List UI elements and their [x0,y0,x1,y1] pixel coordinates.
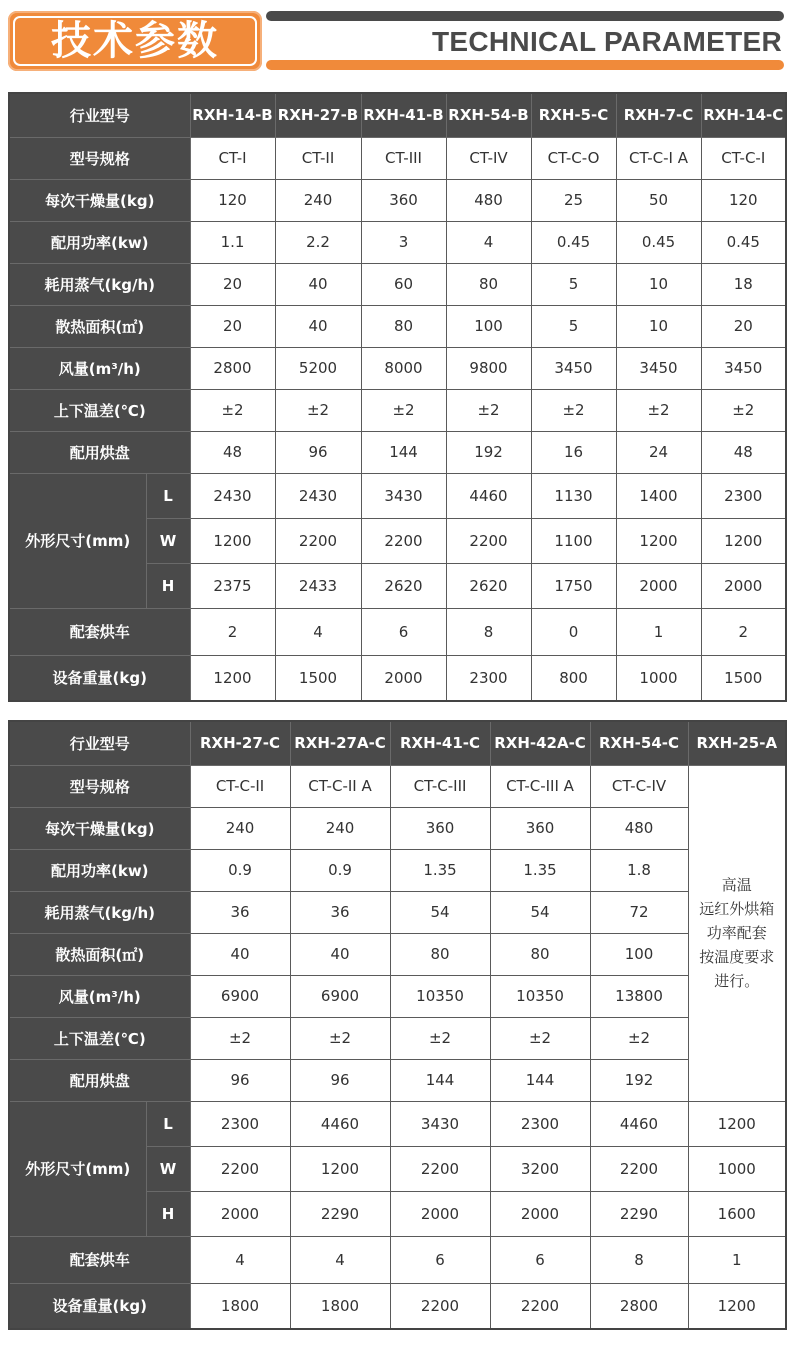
table-row-size-l [9,473,786,518]
table-cell: 6900 [190,975,290,1017]
table-cell: 2375 [190,563,275,608]
table-cell: 360 [361,179,446,221]
table-cell: 1.35 [390,849,490,891]
table-cell: 1500 [275,655,361,701]
table-cell: ±2 [590,1017,688,1059]
table-cell: 240 [290,807,390,849]
table-cell: 10 [616,305,701,347]
model-cell: RXH-41-C [390,721,490,765]
table-cell: 2800 [190,347,275,389]
model-cell: RXH-5-C [531,93,616,137]
table-cell: 1 [688,1236,786,1283]
table-cell: 2620 [446,563,531,608]
table-cell: 2200 [390,1146,490,1191]
table-cell: 2430 [190,473,275,518]
table-cell: 2300 [490,1101,590,1146]
table-cell: 1100 [531,518,616,563]
table-cell: 2290 [590,1191,688,1236]
table-cell: 1200 [190,655,275,701]
table-row-model [9,721,786,765]
table-cell: 6 [361,608,446,655]
table-cell: 1200 [190,518,275,563]
table-cell: 2620 [361,563,446,608]
table-cell: 1000 [616,655,701,701]
table-cell: 2800 [590,1283,688,1329]
table-cell: 16 [531,431,616,473]
table-cell: 36 [190,891,290,933]
table-cell: 96 [290,1059,390,1101]
table-cell: 480 [446,179,531,221]
table-cell: 144 [390,1059,490,1101]
model-cell: RXH-7-C [616,93,701,137]
table-cell: CT-C-O [531,137,616,179]
table-cell: 40 [290,933,390,975]
table-cell: ±2 [275,389,361,431]
table-cell: 10350 [490,975,590,1017]
row-label-spec: 型号规格 [9,137,190,179]
table-cell: 24 [616,431,701,473]
row-label-tray: 配用烘盘 [9,431,190,473]
table-cell: 4460 [446,473,531,518]
table-cell: 8 [446,608,531,655]
table-cell: 1600 [688,1191,786,1236]
table-row-size-l [9,1101,786,1146]
table-cell: 2000 [490,1191,590,1236]
table-cell: ±2 [361,389,446,431]
table-cell: 48 [701,431,786,473]
table-cell: CT-C-II [190,765,290,807]
table-cell: 1200 [701,518,786,563]
table-cell: 18 [701,263,786,305]
table-row-tray [9,431,786,473]
table-row-power [9,221,786,263]
table-cell: 1 [616,608,701,655]
sub-label-w: W [146,1146,190,1191]
table-cell: 3 [361,221,446,263]
table-cell: 2200 [390,1283,490,1329]
table-cell: ±2 [490,1017,590,1059]
table-cell: 4 [275,608,361,655]
table-cell: 40 [275,263,361,305]
table-cell: 50 [616,179,701,221]
model-cell: RXH-14-B [190,93,275,137]
table-cell: CT-C-II A [290,765,390,807]
table-cell: 25 [531,179,616,221]
table-cell: 40 [190,933,290,975]
table-row-power [9,849,786,891]
table-cell: 4 [190,1236,290,1283]
table-cell: 2000 [361,655,446,701]
model-cell: RXH-54-B [446,93,531,137]
table-cell: 5200 [275,347,361,389]
table-cell: 100 [590,933,688,975]
table-cell: ±2 [616,389,701,431]
row-label-temp: 上下温差(℃) [9,389,190,431]
spec-table-1 [8,92,787,702]
page-title: 技术参数 [51,18,219,64]
row-label-model: 行业型号 [9,721,190,765]
table-cell: 0.45 [616,221,701,263]
model-cell: RXH-27-B [275,93,361,137]
table-cell: 2000 [616,563,701,608]
table-cell: 2000 [701,563,786,608]
table-cell: CT-C-III [390,765,490,807]
table-cell: ±2 [390,1017,490,1059]
table-cell: 9800 [446,347,531,389]
model-cell: RXH-14-C [701,93,786,137]
note-line: 远红外烘箱 [699,900,775,918]
table-cell: 60 [361,263,446,305]
row-label-area: 散热面积(㎡) [9,933,190,975]
table-cell: 8000 [361,347,446,389]
row-label-temp: 上下温差(℃) [9,1017,190,1059]
table-cell: 480 [590,807,688,849]
table-row-cart [9,1236,786,1283]
table-cell: 5 [531,305,616,347]
table-cell: 96 [190,1059,290,1101]
table-row-weight [9,1283,786,1329]
table-row-steam [9,891,786,933]
table-cell: ±2 [531,389,616,431]
table-cell: 0 [531,608,616,655]
table-cell: ±2 [190,389,275,431]
table-cell: 20 [190,305,275,347]
table-cell: 2200 [590,1146,688,1191]
table-cell: 2.2 [275,221,361,263]
table-cell: 2000 [390,1191,490,1236]
row-label-weight: 设备重量(kg) [9,655,190,701]
table-cell: ±2 [701,389,786,431]
row-label-size: 外形尺寸(mm) [9,473,146,608]
table-cell: 8 [590,1236,688,1283]
table-cell: 1500 [701,655,786,701]
table-cell: 2200 [490,1283,590,1329]
table-cell: CT-I [190,137,275,179]
table-row-temp [9,389,786,431]
table-cell: 80 [390,933,490,975]
table-cell: CT-II [275,137,361,179]
header-bar-orange [266,60,784,70]
table-row-tray [9,1059,786,1101]
table-cell: 6 [390,1236,490,1283]
table-cell: 240 [275,179,361,221]
table-row-air [9,975,786,1017]
table-cell: 2430 [275,473,361,518]
note-line: 按温度要求 [699,948,775,966]
table-cell: 2000 [190,1191,290,1236]
row-label-steam: 耗用蒸气(kg/h) [9,891,190,933]
table-cell: CT-C-I A [616,137,701,179]
table-cell: 2200 [275,518,361,563]
row-label-size: 外形尺寸(mm) [9,1101,146,1236]
table-row-cart [9,608,786,655]
table-cell: 1200 [688,1283,786,1329]
row-label-area: 散热面积(㎡) [9,305,190,347]
table-cell: 10350 [390,975,490,1017]
table-cell: ±2 [446,389,531,431]
table-cell: 3430 [390,1101,490,1146]
table-cell: 1200 [290,1146,390,1191]
spec-table-2 [8,720,787,1330]
table-cell: 100 [446,305,531,347]
table-cell: 800 [531,655,616,701]
table-cell: CT-III [361,137,446,179]
sub-label-l: L [146,1101,190,1146]
row-label-weight: 设备重量(kg) [9,1283,190,1329]
sub-label-l: L [146,473,190,518]
table-cell: 2290 [290,1191,390,1236]
model-cell: RXH-42A-C [490,721,590,765]
table-cell: 3450 [616,347,701,389]
table-cell: 1750 [531,563,616,608]
page-subtitle: TECHNICAL PARAMETER [432,26,782,57]
row-label-tray: 配用烘盘 [9,1059,190,1101]
table-cell: 144 [490,1059,590,1101]
table-cell: 0.45 [531,221,616,263]
table-cell: 1130 [531,473,616,518]
table-cell: 80 [446,263,531,305]
note-cell [688,765,786,1101]
table-cell: 120 [701,179,786,221]
table-cell: 20 [701,305,786,347]
model-cell: RXH-27-C [190,721,290,765]
table-cell: CT-IV [446,137,531,179]
table-cell: 2300 [190,1101,290,1146]
table-cell: 0.45 [701,221,786,263]
table-cell: CT-C-IV [590,765,688,807]
table-cell: 36 [290,891,390,933]
table-cell: 4460 [590,1101,688,1146]
table-cell: 1400 [616,473,701,518]
header-bar-dark [266,11,784,21]
table-cell: 192 [446,431,531,473]
table-cell: 3430 [361,473,446,518]
table-cell: 13800 [590,975,688,1017]
table-cell: 3450 [531,347,616,389]
table-cell: 6900 [290,975,390,1017]
row-label-spec: 型号规格 [9,765,190,807]
table-row-weight [9,655,786,701]
table-row-area [9,933,786,975]
row-label-power: 配用功率(kw) [9,221,190,263]
table-row-spec [9,765,786,807]
table-row-capacity [9,179,786,221]
table-cell: 1.8 [590,849,688,891]
table-cell: 96 [275,431,361,473]
table-cell: 3450 [701,347,786,389]
table-cell: 54 [390,891,490,933]
table-cell: CT-C-III A [490,765,590,807]
sub-label-h: H [146,1191,190,1236]
model-cell: RXH-27A-C [290,721,390,765]
table-cell: 4 [446,221,531,263]
sub-label-w: W [146,518,190,563]
table-cell: 4460 [290,1101,390,1146]
row-label-cart: 配套烘车 [9,1236,190,1283]
table-cell: 72 [590,891,688,933]
model-cell: RXH-41-B [361,93,446,137]
table-cell: 54 [490,891,590,933]
table-cell: 2433 [275,563,361,608]
table-cell: 48 [190,431,275,473]
row-label-model: 行业型号 [9,93,190,137]
note-line: 功率配套 [706,924,767,942]
table-cell: 240 [190,807,290,849]
table-cell: 1200 [616,518,701,563]
table-cell: 192 [590,1059,688,1101]
table-cell: 144 [361,431,446,473]
table-cell: 80 [361,305,446,347]
table-cell: 6 [490,1236,590,1283]
table-cell: 1.35 [490,849,590,891]
title-badge [8,11,262,71]
table-row-steam [9,263,786,305]
row-label-cart: 配套烘车 [9,608,190,655]
table-cell: 1800 [190,1283,290,1329]
table-cell: 10 [616,263,701,305]
row-label-capacity: 每次干燥量(kg) [9,807,190,849]
page-header [0,0,790,80]
table-cell: 2 [190,608,275,655]
table-row-temp [9,1017,786,1059]
table-cell: 1800 [290,1283,390,1329]
row-label-air: 风量(m³/h) [9,347,190,389]
table-cell: 1200 [688,1101,786,1146]
model-cell: RXH-54-C [590,721,688,765]
table-row-air [9,347,786,389]
table-cell: 2200 [190,1146,290,1191]
row-label-capacity: 每次干燥量(kg) [9,179,190,221]
table-cell: 4 [290,1236,390,1283]
table-cell: 360 [490,807,590,849]
table-cell: 120 [190,179,275,221]
table-cell: 1.1 [190,221,275,263]
table-cell: 20 [190,263,275,305]
model-cell: RXH-25-A [688,721,786,765]
table-cell: 0.9 [290,849,390,891]
row-label-steam: 耗用蒸气(kg/h) [9,263,190,305]
table-row-model [9,93,786,137]
table-cell: 0.9 [190,849,290,891]
table-cell: CT-C-I [701,137,786,179]
table-cell: 3200 [490,1146,590,1191]
table-cell: 360 [390,807,490,849]
table-cell: 1000 [688,1146,786,1191]
table-row-spec [9,137,786,179]
table-cell: 2300 [701,473,786,518]
table-cell: ±2 [190,1017,290,1059]
table-cell: 40 [275,305,361,347]
note-line: 高温 [721,876,752,894]
table-cell: 2300 [446,655,531,701]
table-cell: 2200 [446,518,531,563]
note-line: 进行。 [714,972,760,990]
table-cell: 5 [531,263,616,305]
row-label-air: 风量(m³/h) [9,975,190,1017]
table-cell: 2 [701,608,786,655]
sub-label-h: H [146,563,190,608]
table-cell: 2200 [361,518,446,563]
table-cell: ±2 [290,1017,390,1059]
table-row-capacity [9,807,786,849]
table-cell: 80 [490,933,590,975]
row-label-power: 配用功率(kw) [9,849,190,891]
table-row-area [9,305,786,347]
